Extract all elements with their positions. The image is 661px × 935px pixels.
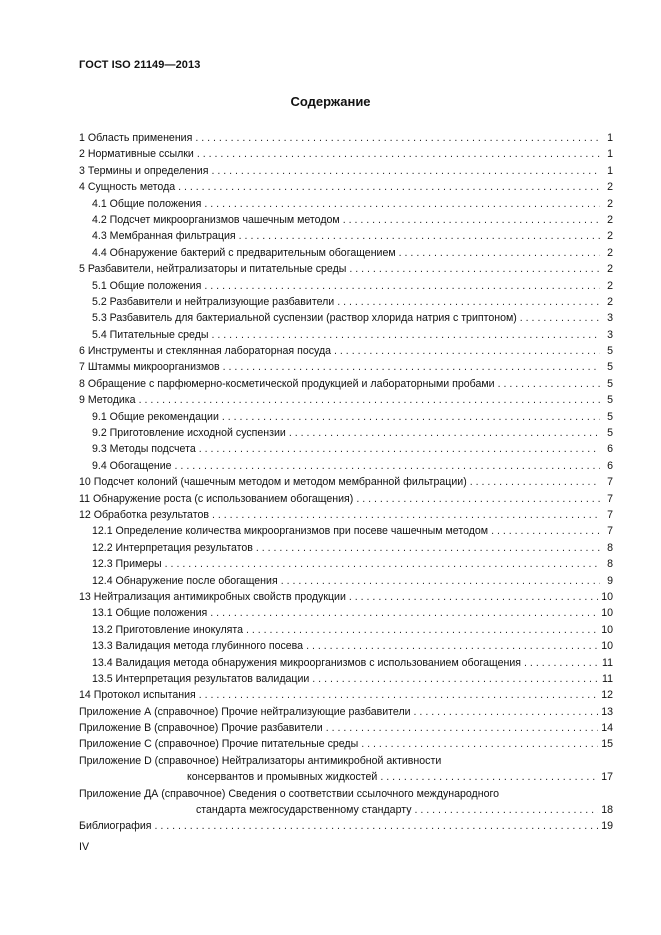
toc-entry[interactable] [79,474,613,490]
dot-leader [399,245,600,261]
dot-leader [199,441,600,457]
toc-entry-text: 4.4 Обнаружение бактерий с предварительным обогащением [92,246,396,259]
dot-leader [178,179,600,195]
dot-leader [199,687,598,703]
toc-entry-text: 13.4 Валидация метода обнаружения микроорганизмов с использованием обогащения [92,656,522,669]
toc-entry-text: Приложение С (справочное) Прочие питательные среды [79,738,359,751]
standard-header: ГОСТ ISO 21149—2013 [79,59,201,71]
toc-entry-text: 14 Протокол испытания [79,689,196,702]
dot-leader [414,704,599,720]
dot-leader [212,507,600,523]
toc-page-number: 5 [607,377,613,390]
toc-page-number: 2 [607,213,613,226]
toc-entry-text: 6 Инструменты и стеклянная лабораторная посуда [79,345,332,358]
toc-entry-text: Библиография [79,820,152,833]
toc-entry[interactable] [79,704,613,720]
toc-page-number: 5 [607,427,613,440]
toc-entry[interactable] [79,179,613,195]
toc-entry[interactable] [79,196,613,212]
toc-entry-text: 9.4 Обогащение [92,459,172,472]
toc-entry[interactable] [79,458,613,474]
toc-entry-text: 2 Нормативные ссылки [79,148,194,161]
toc-entry[interactable] [79,359,613,375]
toc-entry-text: 4 Сущность метода [79,181,176,194]
toc-entry-annex-da[interactable] [79,786,613,819]
toc-entry[interactable] [79,409,613,425]
toc-entry[interactable] [79,491,613,507]
toc-entry[interactable] [79,638,613,654]
dot-leader [349,261,600,277]
toc-entry-text: Приложение А (справочное) Прочие нейтрализующие разбавители [79,705,411,718]
toc-entry[interactable] [79,343,613,359]
toc-page-number: 1 [607,148,613,161]
toc-entry[interactable] [79,540,613,556]
toc-page-number: 2 [607,246,613,259]
dot-leader [334,343,600,359]
toc-entry-text: 9.1 Общие рекомендации [92,410,219,423]
dot-leader [212,327,600,343]
toc-entry[interactable] [79,441,613,457]
toc-entry-text: 13.2 Приготовление инокулята [92,623,243,636]
page-number: IV [79,841,90,853]
toc-entry-text: 13.5 Интерпретация результатов валидации [92,672,310,685]
dot-leader [356,491,600,507]
toc-entry-text: 5.2 Разбавители и нейтрализующие разбавители [92,295,335,308]
toc-entry-text: 10 Подсчет колоний (чашечным методом и методом мембранной фильтрации) [79,476,467,489]
dot-leader [498,376,600,392]
toc-entry[interactable] [79,228,613,244]
toc-page-number: 7 [607,476,613,489]
toc-page-number: 11 [602,672,613,685]
toc-entry[interactable] [79,671,613,687]
toc-entry-text: 4.2 Подсчет микроорганизмов чашечным методом [92,213,340,226]
toc-entry-text: 9.3 Методы подсчета [92,443,196,456]
dot-leader [524,655,599,671]
toc-page-number: 2 [607,279,613,292]
toc-entry-text: Приложение D (справочное) Нейтрализаторы антимикробной активности [79,754,442,767]
dot-leader [223,359,600,375]
toc-page-number: 9 [607,574,613,587]
toc-entry-text: 4.3 Мембранная фильтрация [92,230,236,243]
toc-entry[interactable] [79,589,613,605]
dot-leader [289,425,600,441]
toc-entry[interactable] [79,212,613,228]
dot-leader [139,392,600,408]
toc-entry-text: стандарта межгосударственному стандарту [196,804,412,817]
toc-entry-text: 1 Область применения [79,132,193,144]
toc-entry-text: 13.3 Валидация метода глубинного посева [92,640,304,653]
toc-page-number: 10 [601,640,613,653]
toc-page-number: 2 [607,263,613,276]
toc-entry[interactable] [79,622,613,638]
dot-leader [222,409,600,425]
dot-leader [204,278,600,294]
toc-entry-text: 8 Обращение с парфюмерно-косметической продукцией и лабораторными пробами [79,377,495,390]
toc-entry[interactable] [79,261,613,277]
toc-page-number: 12 [601,689,613,702]
toc-entry[interactable] [79,376,613,392]
dot-leader [349,589,598,605]
toc-page-number: 10 [601,590,613,603]
toc-page-number: 2 [607,197,613,210]
toc-page-number: 2 [607,230,613,243]
toc-entry[interactable] [79,655,613,671]
toc-entry-text: 13 Нейтрализация антимикробных свойств продукции [79,590,346,603]
toc-entry[interactable] [79,507,613,523]
dot-leader [470,474,600,490]
toc-entry[interactable] [79,605,613,621]
toc-entry-text: 12.3 Примеры [92,558,162,571]
dot-leader [415,802,599,818]
toc-entry[interactable] [79,146,613,162]
toc-page-number: 5 [607,361,613,374]
dot-leader [175,458,600,474]
toc-entry-text: 7 Штаммы микроорганизмов [79,361,220,374]
toc-page-number: 2 [607,295,613,308]
toc-entry[interactable] [79,556,613,572]
toc-page-number: 15 [601,738,613,751]
toc-entry[interactable] [79,310,613,326]
toc-entry-text: 12.1 Определение количества микроорганизмов при посеве чашечным методом [92,525,489,538]
toc-page-number: 8 [607,558,613,571]
toc-entry[interactable] [79,245,613,261]
toc-entry-text: Приложение ДА (справочное) Сведения о соответствии ссылочного международного [79,787,499,800]
toc-entry-annex-d[interactable] [79,753,613,786]
toc-page-number: 17 [601,771,613,784]
toc-entry-text: 12.4 Обнаружение после обогащения [92,574,278,587]
toc-page-number: 5 [607,410,613,423]
toc-entry[interactable] [79,392,613,408]
dot-leader [195,130,600,146]
toc-entry-text: 5 Разбавители, нейтрализаторы и питательные среды [79,263,347,276]
toc-page-number: 10 [601,607,613,620]
toc-entry-text: 5.3 Разбавитель для бактериальной суспензии (раствор хлорида натрия с триптоном) [92,312,517,325]
toc-entry[interactable] [79,327,613,343]
dot-leader [256,540,600,556]
toc-entry-text: Приложение В (справочное) Прочие разбавители [79,722,323,735]
dot-leader [211,163,600,179]
dot-leader [312,671,599,687]
toc-page-number: 1 [607,164,613,177]
dot-leader [246,622,598,638]
toc-entry-text: консервантов и промывных жидкостей [187,771,378,784]
toc-entry-text: 4.1 Общие положения [92,197,202,210]
toc-entry-text: 5.1 Общие положения [92,279,202,292]
dot-leader [337,294,600,310]
toc-entry-text: 9.2 Приготовление исходной суспензии [92,427,286,440]
toc-entry-text: 9 Методика [79,394,136,407]
toc-entry-text: 11 Обнаружение роста (с использованием обогащения) [79,492,354,505]
toc-page-number: 13 [601,705,613,718]
toc-page-number: 11 [602,656,613,669]
toc-entry[interactable] [79,163,613,179]
dot-leader [239,228,600,244]
dot-leader [343,212,600,228]
toc-page-number: 7 [607,508,613,521]
dot-leader [281,573,600,589]
dot-leader [326,720,599,736]
toc-entry[interactable] [79,573,613,589]
toc-entry-text: 12 Обработка результатов [79,508,209,521]
toc-page-number: 5 [607,345,613,358]
toc-page-number: 19 [601,820,613,833]
toc-entry[interactable] [79,736,613,752]
toc-page-number: 5 [607,394,613,407]
page-title: Содержание [290,94,371,109]
toc-entry[interactable] [79,130,613,146]
toc-entry-text: 12.2 Интерпретация результатов [92,541,253,554]
dot-leader [197,146,600,162]
dot-leader [154,818,598,834]
toc-page-number: 8 [607,541,613,554]
toc-page-number: 6 [607,459,613,472]
table-of-contents [79,130,613,835]
dot-leader [165,556,600,572]
toc-page-number: 3 [607,328,613,341]
toc-page-number: 10 [601,623,613,636]
toc-page-number: 14 [601,722,613,735]
toc-entry[interactable] [79,687,613,703]
toc-entry-text: 3 Термины и определения [79,164,209,177]
toc-entry[interactable] [79,720,613,736]
dot-leader [361,736,598,752]
toc-page-number: 7 [607,525,613,538]
dot-leader [520,310,600,326]
toc-page-number: 18 [601,804,613,817]
dot-leader [380,769,598,785]
toc-page-number: 6 [607,443,613,456]
toc-entry[interactable] [79,425,613,441]
toc-entry[interactable] [79,278,613,294]
toc-page-number: 2 [607,181,613,194]
dot-leader [210,605,598,621]
toc-entry-text: 5.4 Питательные среды [92,328,209,341]
dot-leader [306,638,598,654]
toc-page-number: 3 [607,312,613,325]
toc-entry-text: 13.1 Общие положения [92,607,208,620]
toc-entry-bibliography[interactable] [79,818,613,834]
dot-leader [204,196,600,212]
dot-leader [491,523,600,539]
toc-page-number: 1 [607,132,613,144]
toc-page-number: 7 [607,492,613,505]
toc-entry[interactable] [79,294,613,310]
toc-entry[interactable] [79,523,613,539]
